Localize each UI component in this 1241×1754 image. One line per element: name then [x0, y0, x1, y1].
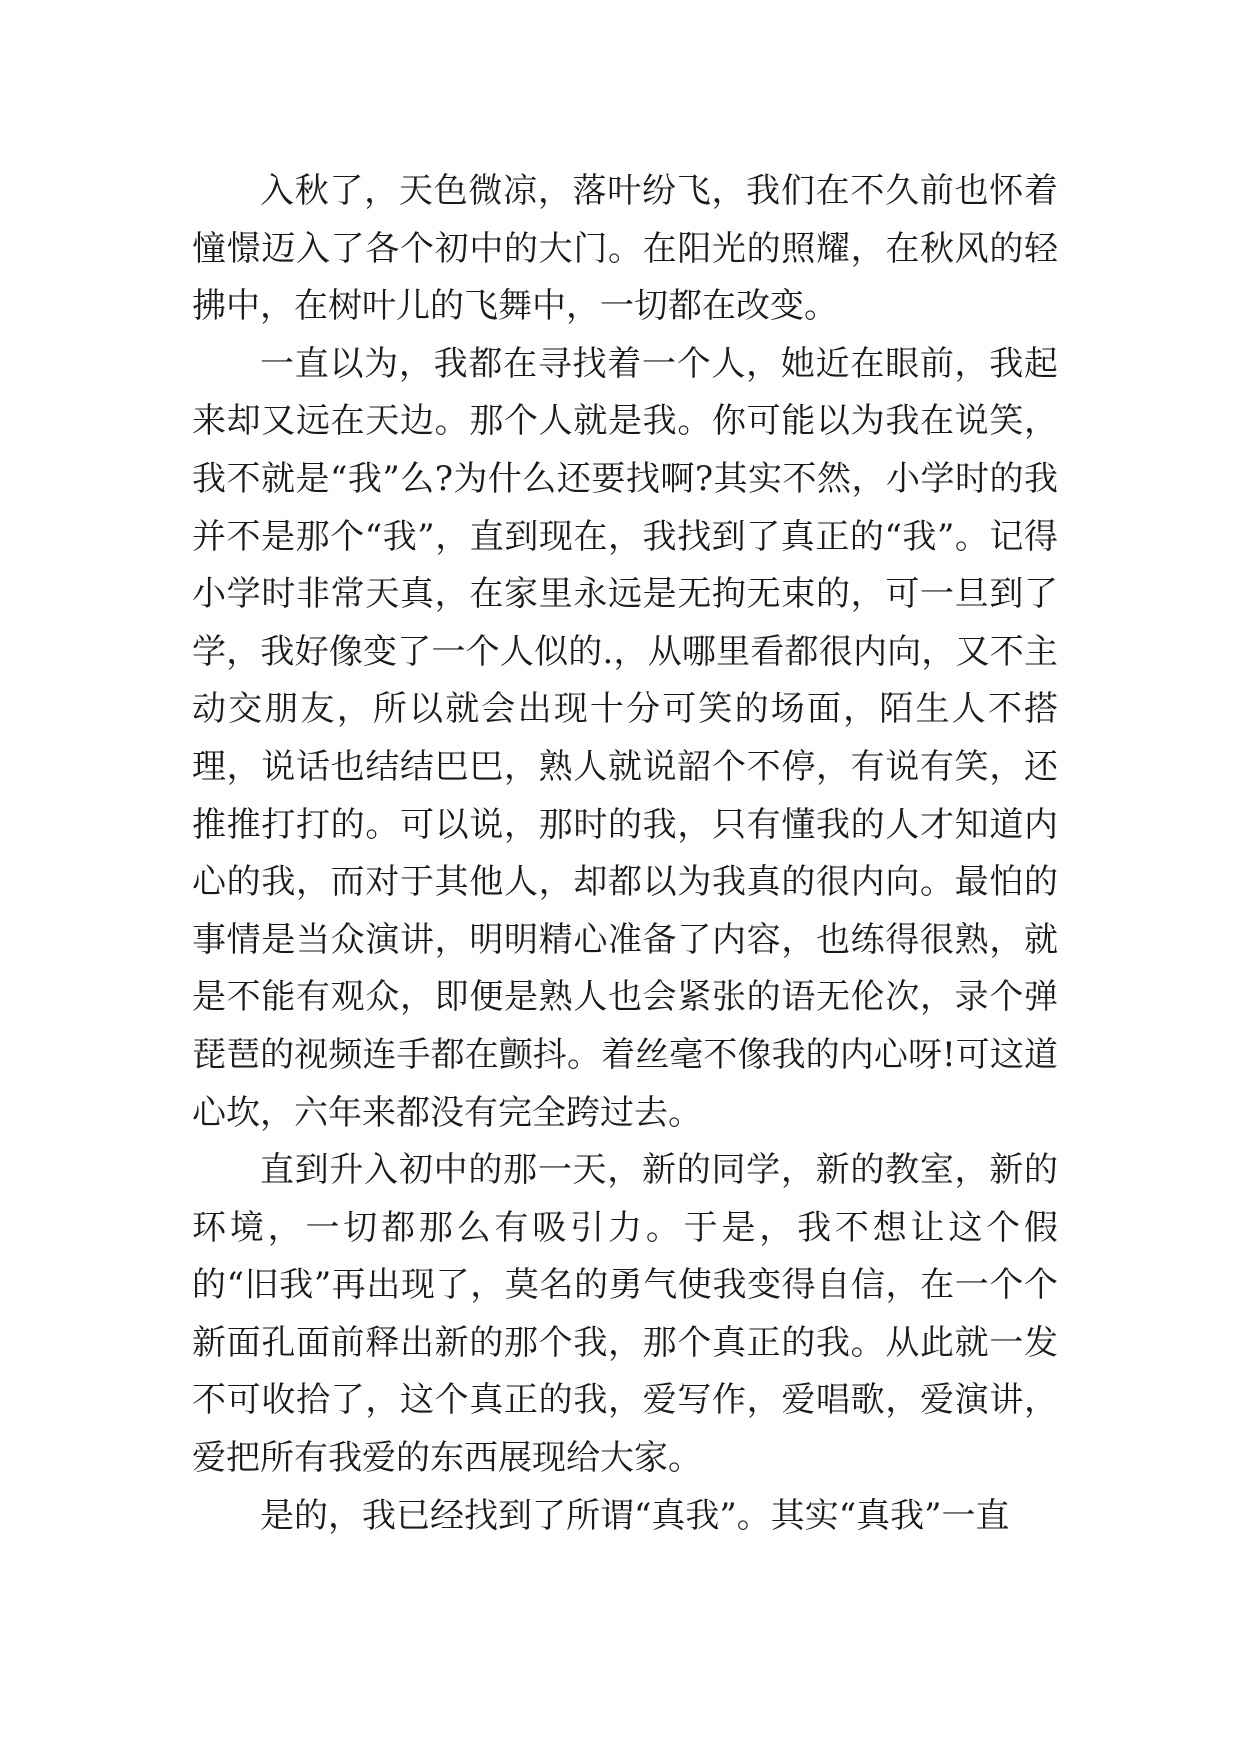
essay-body [192, 163, 1058, 1545]
paragraph-4: 是的，我已经找到了所谓“真我”。其实“真我”一直 [260, 1495, 1010, 1536]
paragraph-3: 直到升入初中的那一天，新的同学，新的教室，新的环境，一切都那么有吸引力。于是，我不想让这个假的“旧我”再出现了，莫名的勇气使我变得自信，在一个个新面孔面前释出新的那个我，那个真正的我。从此就一发不可收拾了，这个真正的我，爱写作，爱唱歌，爱演讲，爱把所有我爱的东西展现给大家。 [192, 1150, 1058, 1479]
paragraph-2: 一直以为，我都在寻找着一个人，她近在眼前，我起来却又远在天边。那个人就是我。你可能以为我在说笑，我不就是“我”么?为什么还要找啊?其实不然，小学时的我并不是那个“我”，直到现在，我找到了真正的“我”。记得小学时非常天真，在家里永远是无拘无束的，可一旦到了学，我好像变了一个人似的.，从哪里看都很内向，又不主动交朋友，所以就会出现十分可笑的场面，陌生人不搭理，说话也结结巴巴，熟人就说韶个不停，有说有笑，还推推打打的。可以说，那时的我，只有懂我的人才知道内心的我，而对于其他人，却都以为我真的很内向。最怕的事情是当众演讲，明明精心准备了内容，也练得很熟，就是不能有观众，即便是熟人也会紧张的语无伦次，录个弹琵琶的视频连手都在颤抖。着丝毫不像我的内心呀!可这道心坎，六年来都没有完全跨过去。 [192, 343, 1058, 1133]
paragraph-1: 入秋了，天色微凉，落叶纷飞，我们在不久前也怀着憧憬迈入了各个初中的大门。在阳光的照耀，在秋风的轻拂中，在树叶儿的飞舞中，一切都在改变。 [192, 171, 1058, 327]
